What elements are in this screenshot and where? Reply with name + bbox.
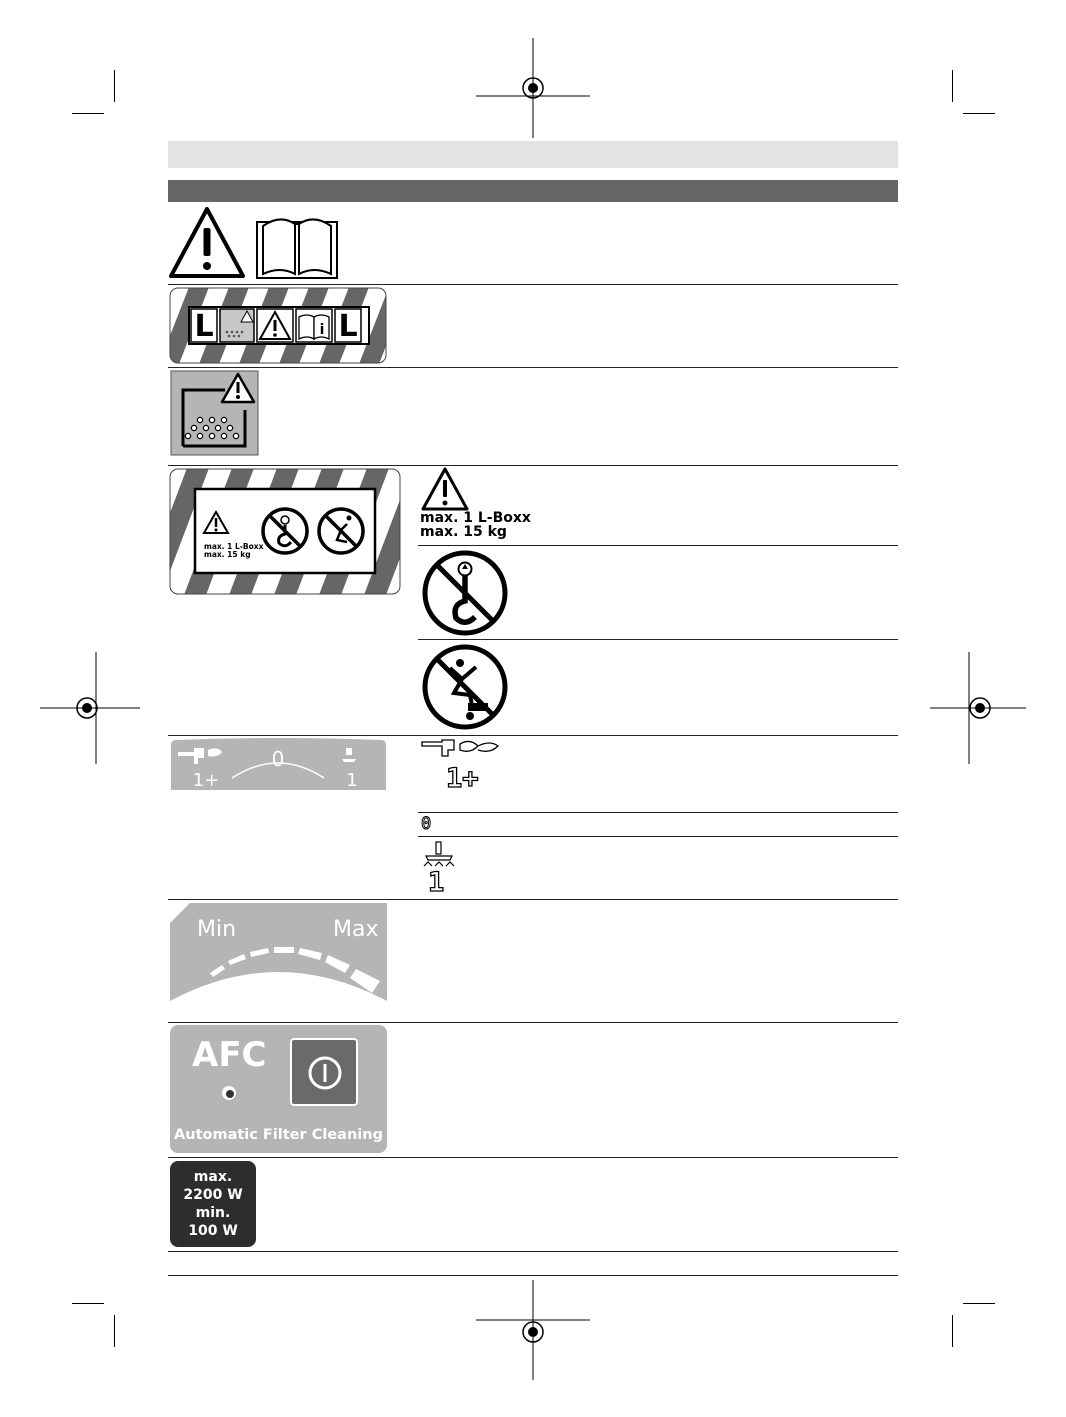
vacuum-nozzle-icon <box>420 840 458 868</box>
row-divider <box>168 735 898 736</box>
registration-mark-bottom <box>474 1280 592 1380</box>
svg-text:i: i <box>319 322 325 338</box>
dial-max-label: Max <box>333 917 379 942</box>
no-crane-lifting-icon <box>420 549 510 637</box>
power-limit-badge <box>170 1161 256 1247</box>
selector-left-label: 1+ <box>192 770 220 791</box>
lboxx-load-label <box>169 468 401 595</box>
suction-power-dial <box>170 903 387 1002</box>
mode-auto-number: 1+ <box>446 763 479 794</box>
lboxx-small-line1: max. 1 L-Boxx <box>204 542 264 551</box>
afc-caption: Automatic Filter Cleaning <box>174 1127 383 1143</box>
header-bar-light <box>168 141 898 168</box>
registration-mark-right <box>930 652 1030 768</box>
registration-mark-top <box>474 38 592 138</box>
power-tool-icons <box>420 738 500 758</box>
warning-triangle-icon <box>168 206 246 280</box>
mode-selector-label <box>170 738 387 792</box>
mode-off-number: 0 <box>421 814 432 834</box>
power-icon <box>306 1054 344 1092</box>
load-warning-icon <box>420 466 470 512</box>
mode-manual-number: 1 <box>428 867 445 898</box>
no-standing-on-device-icon <box>420 643 510 731</box>
selector-right-label: 1 <box>346 770 358 791</box>
lboxx-limit-line2: max. 15 kg <box>420 524 507 540</box>
sub-row-divider <box>418 545 898 546</box>
badge-line4: 100 W <box>188 1223 238 1239</box>
registration-mark-left <box>40 652 140 768</box>
lboxx-limit-line1: max. 1 L-Boxx <box>420 510 531 526</box>
sub-row-divider <box>418 639 898 640</box>
afc-title: AFC <box>192 1035 267 1075</box>
dust-container-warning-icon <box>170 370 259 456</box>
row-divider <box>168 1022 898 1023</box>
row-divider <box>168 465 898 466</box>
badge-line1: max. <box>193 1169 233 1185</box>
selector-center-label: 0 <box>271 747 285 771</box>
row-divider <box>168 367 898 368</box>
afc-indicator-led-core <box>226 1090 234 1098</box>
svg-text:L: L <box>194 309 214 344</box>
row-divider <box>168 899 898 900</box>
dust-class-l-label <box>169 287 387 364</box>
read-manual-icon <box>255 210 339 280</box>
sub-row-divider <box>418 836 898 837</box>
badge-line2: 2200 W <box>183 1187 243 1203</box>
badge-line3: min. <box>195 1205 231 1221</box>
footer-rule <box>168 1275 898 1276</box>
dial-min-label: Min <box>197 917 237 942</box>
svg-text:L: L <box>338 309 358 344</box>
sub-row-divider <box>418 812 898 813</box>
row-divider <box>168 1251 898 1252</box>
row-divider <box>168 284 898 285</box>
lboxx-small-line2: max. 15 kg <box>204 550 251 559</box>
header-bar-dark <box>168 180 898 202</box>
row-divider <box>168 1157 898 1158</box>
